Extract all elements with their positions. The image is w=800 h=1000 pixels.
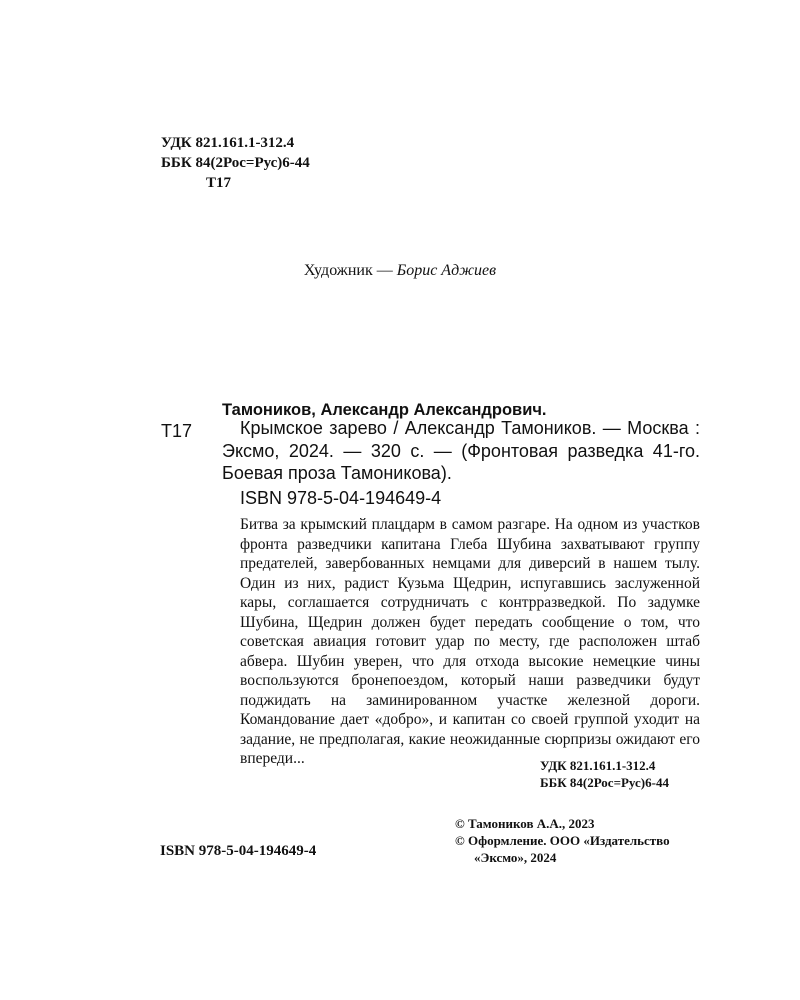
illustrator-name: Борис Аджиев — [396, 262, 497, 279]
bbk-code: ББК 84(2Рос=Рус)6-44 — [161, 155, 310, 171]
illustrator-label: Художник — — [303, 262, 397, 279]
udk-code: УДК 821.161.1-312.4 — [161, 135, 295, 151]
classification-block — [161, 133, 310, 193]
author-mark: Т17 — [206, 175, 232, 191]
classification-bottom — [540, 757, 669, 791]
udk-code-bottom: УДК 821.161.1-312.4 — [540, 758, 656, 773]
copyright-block — [455, 815, 670, 866]
bibliographic-description — [222, 417, 700, 485]
copyright-author: © Тамоников А.А., 2023 — [455, 816, 595, 831]
copyright-design-cont: «Эксмо», 2024 — [474, 850, 557, 865]
annotation-text: Битва за крымский плацдарм в самом разгаре. На одном из участков фронта разведчики капитана Глеба Шубина захватывают группу предателей, завербованных немцами для диверсий в нашем тылу. Один из них, радист Кузьма Щедрин, испугавшись заслуженной кары, соглашается сотрудничать с контрразведкой. По задумке Шубина, Щедрин должен будет передать сообщение о том, что советская авиация готовит удар по месту, где расположен штаб абвера. Шубин уверен, что для отхода высокие немецкие чины воспользуются бронепоездом, который наши разведчики будут поджидать на заминированном участке железной дороги. Командование дает «добро», и капитан со своей группой уходит на задание, не предполагая, какие неожиданные сюрпризы ожидают его впереди... — [240, 516, 700, 767]
author-mark-record: Т17 — [161, 421, 193, 441]
isbn-bottom: ISBN 978-5-04-194649-4 — [160, 843, 317, 859]
title-statement: Крымское зарево / Александр Тамоников. — Москва : Эксмо, 2024. — 320 с. — (Фронтовая разведка 41-го. Боевая проза Тамоникова). — [222, 418, 700, 483]
bbk-code-bottom: ББК 84(2Рос=Рус)6-44 — [540, 775, 669, 790]
author-heading: Тамоников, Александр Александрович. — [222, 401, 547, 419]
illustrator-credit — [0, 262, 800, 280]
isbn-record: ISBN 978-5-04-194649-4 — [240, 488, 442, 508]
copyright-design: © Оформление. ООО «Издательство — [455, 833, 670, 848]
